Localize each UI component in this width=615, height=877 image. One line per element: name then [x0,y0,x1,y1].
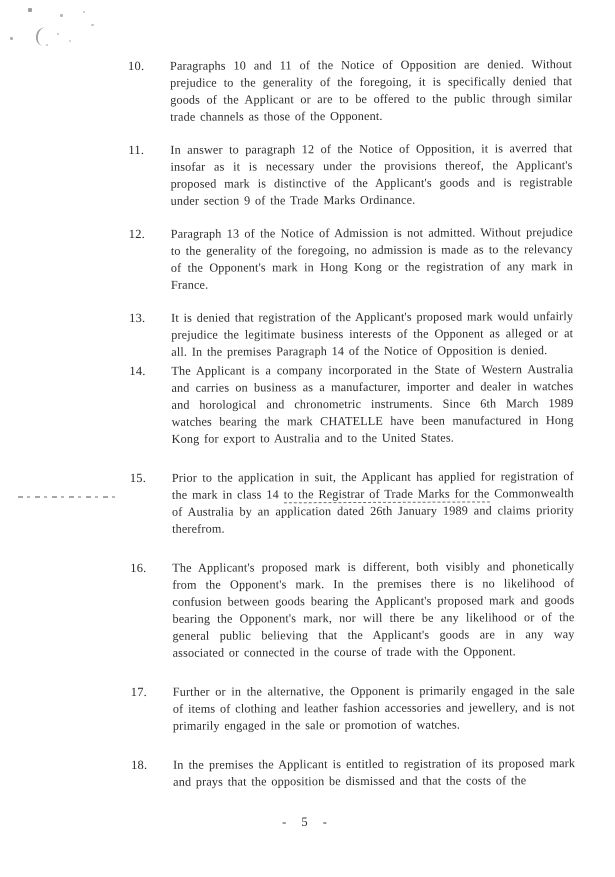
paragraph-15 [130,468,574,538]
underlined-phrase: to the Registrar of Trade Marks for the [283,486,490,502]
paragraph-18 [131,755,575,791]
paragraph-number: 12. [128,226,146,241]
scan-artifact-speckle [57,33,59,35]
paragraph-17 [131,682,575,735]
paragraph-number: 17. [130,684,148,699]
paragraph-10 [128,56,572,126]
scan-artifact-pencil-curve [35,26,49,46]
paragraph-number: 13. [129,310,146,325]
scan-artifact-margin-dashed-line [18,496,118,498]
paragraph-number: 11. [128,142,145,157]
paragraph-number: 10. [128,58,145,73]
paragraph-12 [129,224,573,294]
paragraph-text: The Applicant is a company incorporated in the State of Western Australia and carries on business as a manufacturer, importer and dealer in watches and horological and chronometric instruments. Since 6th March 1989 watches bearing the mark CHATELLE have been manufactured in Hong Kong for export to Australia and to the United States. [171,362,574,446]
paragraph-number: 16. [130,560,147,575]
scan-artifact-speckle [10,37,13,40]
paragraph-text [172,468,574,538]
pleading-body [128,56,575,807]
scan-artifact-speckle [83,11,85,13]
scan-artifact-speckle [69,40,71,42]
scan-artifact-speckle [60,14,63,17]
paragraph-text: In answer to paragraph 12 of the Notice of Opposition, it is averred that insofar as it is necessary under the provisions thereof, the Applicant's proposed mark is distinctive of the Applicant's goods and is registrable under section 9 of the Trade Marks Ordinance. [170,141,573,208]
paragraph-11 [128,140,572,210]
paragraph-16 [130,558,574,662]
paragraph-text-segment: Commonwealth of Australia by an application dated 26th January 1989 and claims priority therefrom. [171,486,575,536]
scan-artifact-speckle [46,44,48,46]
scan-artifact-speckle [91,24,94,26]
paragraph-text: The Applicant's proposed mark is different, both visibly and phonetically from the Opponent's mark. In the premises there is no likelihood of confusion between goods bearing the Applicant's proposed mark and goods bearing the Opponent's mark, nor will there be any likelihood or of the general public believing that the Applicant's goods are in any way associated or connected in the course of trade with the Opponent. [172,559,575,660]
page-number: - 5 - [282,815,333,829]
paragraph-text-segment: Prior to the application in suit, the Applicant has applied for registration of the mark in class 14 [171,469,574,502]
paragraph-number: 18. [131,757,148,772]
paragraph-number: 14. [129,363,146,378]
paragraph-text: Further or in the alternative, the Opponent is primarily engaged in the sale of items of clothing and leather fashion accessories and jewellery, and is not primarily engaged in the sale or promotion of watches. [172,683,575,733]
paragraph-text: Paragraphs 10 and 11 of the Notice of Opposition are denied. Without prejudice to the generality of the foregoing, it is specifically denied that goods of the Applicant or are to be offered to the public through similar trade channels as those of the Opponent. [170,57,573,124]
paragraph-13 [129,308,573,361]
paragraph-number: 15. [129,470,147,485]
paragraph-text: Paragraph 13 of the Notice of Admission is not admitted. Without prejudice to the generality of the foregoing, no admission is made as to the relevancy of the Opponent's mark in Hong Kong or the registration of any mark in France. [170,225,573,292]
scan-artifact-speckle [28,8,32,12]
paragraph-text: In the premises the Applicant is entitled to registration of its proposed mark and prays that the opposition be dismissed and that the costs of the [173,756,576,789]
paragraph-text: It is denied that registration of the Applicant's proposed mark would unfairly prejudice the legitimate business interests of the Opponent as alleged or at all. In the premises Paragraph 14 of the Notice of Opposition is denied. [171,309,574,359]
paragraph-14 [129,361,573,448]
